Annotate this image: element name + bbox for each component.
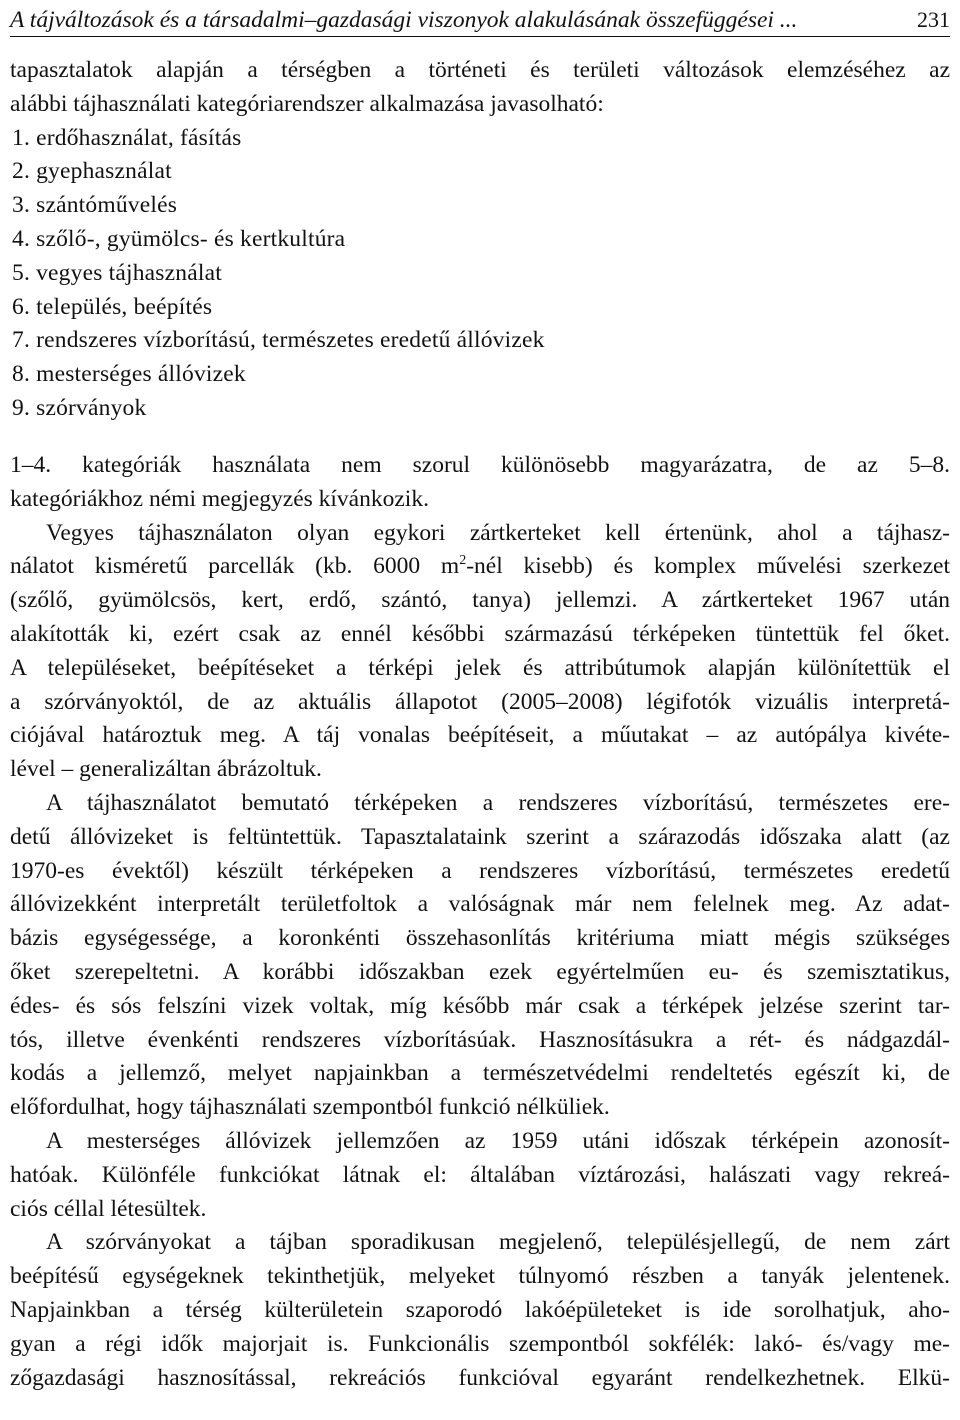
text-line: ciós céllal létesültek. (10, 1195, 207, 1222)
text-line: gyan a régi idők majorjait is. Funkcionális szempontból sokfélék: lakó- és/vagy me- (10, 1330, 950, 1357)
text-fragment: -nél kisebb) és komplex művelési szerkezet (466, 553, 950, 580)
category-item: 7. rendszeres vízborítású, természetes eredetű állóvizek (12, 327, 545, 354)
text-line: 1–4. kategóriák használata nem szorul különösebb magyarázatra, de az 5–8. (10, 452, 950, 478)
paragraph-natural-standing-waters (10, 787, 950, 1125)
body-text (10, 449, 950, 1395)
text-line: a szórványoktól, de az aktuális állapotot (2005–2008) légifotók vizuális interpretá- (10, 688, 950, 715)
text-line: lével – generalizáltan ábrázoltuk. (10, 756, 322, 783)
text-line: detű állóvizeket is feltüntettük. Tapasztalataink szerint a szárazodás időszaka alatt (az (10, 823, 950, 850)
text-line: hatóak. Különféle funkciókat látnak el: általában víztározási, halászati vagy rekreá- (10, 1161, 950, 1188)
text-line: kodás a jellemző, melyet napjainkban a természetvédelmi rendeltetés egészít ki, de (10, 1060, 950, 1087)
category-item: 6. település, beépítés (12, 293, 213, 320)
text-line: előfordulhat, hogy tájhasználati szempontból funkció nélküliek. (10, 1094, 610, 1121)
text-line: őket szerepeltetni. A korábbi időszakban ezek egyértelműen eu- és szemisztatikus, (10, 958, 950, 985)
text-line: beépítésű egységeknek tekinthetjük, melyeket túlnyomó részben a tanyák jelentenek. (10, 1263, 950, 1290)
text-line: bázis egységessége, a koronkénti összehasonlítás kritériuma miatt mégis szükséges (10, 925, 950, 952)
text-line: állóvizekként interpretált területfoltok a valóságnak már nem felelnek meg. Az adat- (10, 891, 950, 918)
text-line: 1970-es évektől) készült térképeken a rendszeres vízborítású, természetes eredetű (10, 857, 950, 884)
paragraph-mixed-land-use (10, 517, 950, 787)
running-header (10, 2, 950, 37)
text-line (10, 550, 950, 584)
category-item: 1. erdőhasználat, fásítás (12, 124, 242, 151)
page-number: 231 (917, 7, 950, 32)
category-item: 4. szőlő-, gyümölcs- és kertkultúra (12, 225, 346, 252)
category-item: 2. gyephasználat (12, 158, 172, 185)
text-line: tós, illetve évenkénti rendszeres vízborításúak. Hasznosításukra a rét- és nádgazdál- (10, 1026, 950, 1053)
category-item: 5. vegyes tájhasználat (12, 259, 222, 286)
text-line: (szőlő, gyümölcsös, kert, erdő, szántó, tanya) jellemzi. A zártkerteket 1967 után (10, 587, 950, 614)
text-line: alakították ki, ezért csak az ennél későbbi származású térképeken tüntettük fel őket. (10, 620, 950, 647)
text-line: Vegyes tájhasználaton olyan egykori zártkerteket kell értenünk, ahol a tájhasz- (46, 519, 950, 546)
paragraph-artificial-standing-waters (10, 1125, 950, 1226)
text-line: Napjainkban a térség külterületein szaporodó lakóépületeket is ide sorolhatjuk, aho- (10, 1296, 950, 1323)
text-fragment: nálatot kisméretű parcellák (kb. 6000 m (10, 553, 460, 580)
intro-block (10, 54, 950, 426)
paragraph-scattered-settlements (10, 1226, 950, 1395)
text-line: tapasztalatok alapján a térségben a történeti és területi változások elemzéséhez az (10, 57, 950, 83)
text-line: A tájhasználatot bemutató térképeken a rendszeres vízborítású, természetes ere- (46, 789, 950, 816)
text-line: édes- és sós felszíni vizek voltak, míg később már csak a térképek jelzése szerint tar- (10, 992, 950, 1019)
text-line: ciójával határoztuk meg. A táj vonalas beépítéseit, a műutakat – az autópálya kivéte- (10, 722, 950, 749)
intro-paragraph (10, 54, 950, 122)
text-line: A szórványokat a tájban sporadikusan megjelenő, településjellegű, de nem zárt (46, 1229, 950, 1256)
category-item: 3. szántóművelés (12, 192, 178, 219)
text-line: A mesterséges állóvizek jellemzően az 1959 utáni időszak térképein azonosít- (46, 1127, 950, 1154)
text-line: zőgazdasági hasznosítással, rekreációs funkcióval egyaránt rendelkezhetnek. Elkü- (10, 1364, 950, 1391)
category-item: 9. szórványok (12, 394, 147, 421)
paragraph-categories-note (10, 449, 950, 517)
category-item: 8. mesterséges állóvizek (12, 361, 246, 388)
text-line: kategóriákhoz némi megjegyzés kívánkozik. (10, 485, 429, 512)
text-line: alábbi tájhasználati kategóriarendszer alkalmazása javasolható: (10, 90, 604, 117)
superscript: 2 (459, 553, 467, 569)
category-list (10, 122, 950, 426)
text-line: A településeket, beépítéseket a térképi jelek és attribútumok alapján különítettük el (10, 654, 950, 681)
running-title: A tájváltozások és a társadalmi–gazdasági viszonyok alakulásának összefüggései ... (10, 7, 798, 33)
